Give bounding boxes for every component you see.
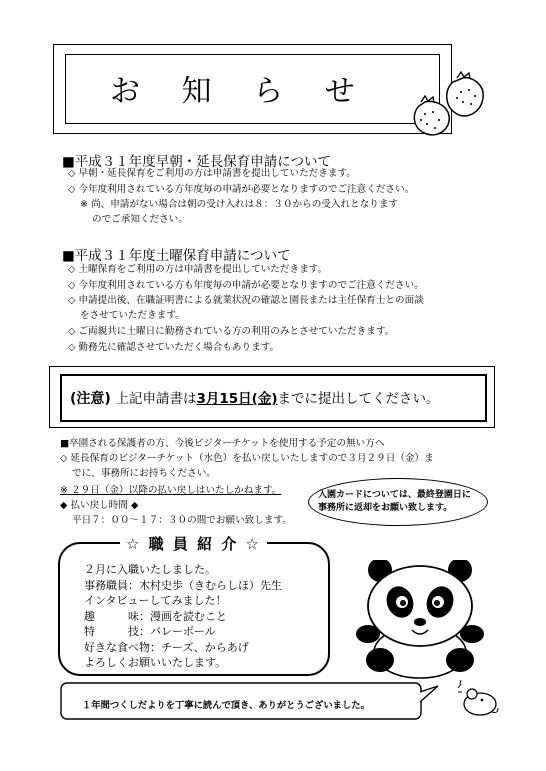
staff-intro-title: ☆ 職 員 紹 介 ☆ [120, 533, 267, 554]
deadline-notice [70, 387, 440, 408]
staff-line: インタビューしてみました！ [84, 594, 227, 607]
staff-line: 趣 味：漫画を読むこと [84, 609, 227, 623]
ticket-line: ◇ 延長保育のビジターチケット（水色）を払い戻しいたしますので３月２９日（金）ま [60, 453, 434, 464]
notice-label: (注意) [70, 391, 111, 407]
section2-heading: ■平成３１年度土曜保育申請について [62, 248, 291, 264]
section1-line: ◇ 今年度利用されている方年度毎の申請が必要となりますのでご注意ください。 [68, 184, 415, 195]
staff-line: よろしくお願いいたします。 [84, 656, 227, 669]
section1-heading: ■平成３１年度早朝・延長保育申請について [62, 154, 331, 170]
card-note-line: 事務所に返却をお願い致します。 [318, 503, 453, 513]
section2-line: ◇ 今年度利用されている方も年度毎の申請が必要となりますのでご注意ください。 [68, 280, 424, 291]
staff-line: ２月に入職いたしました。 [84, 563, 216, 576]
notice-text-after: までに提出してください。 [277, 391, 440, 407]
section2-line: をさせていただきます。 [80, 310, 185, 321]
ticket-line: 平日７：００～１７：３０の間でお願い致します。 [72, 515, 292, 526]
staff-line: 事務職員：木村史歩（きむらしほ）先生 [84, 578, 282, 592]
section2-line: ◇ 勤務先に確認させていただく場合もあります。 [68, 342, 280, 353]
staff-line: 特 技：バレーボール [84, 625, 216, 638]
ticket-line: ◆ 払い戻し時間 ◆ [60, 500, 139, 511]
section2-line: ◇ 申請提出後、在職証明書による就業状況の確認と園長または主任保育士との面談 [68, 295, 424, 306]
notice-text-before: 上記申請書は [115, 391, 197, 407]
closing-message: １年間つくしだよりを丁寧に読んで頂き、ありがとうございました。 [82, 700, 370, 711]
card-note-line: 入園カードについては、最終登園日に [318, 490, 471, 500]
ticket-line: ※ ２９日（金）以降の払い戻しはいたしかねます。 [60, 485, 282, 496]
section1-line: ◇ 早朝・延長保育をご利用の方は申請書を提出していただきます。 [68, 168, 356, 179]
staff-line: 好きな食べ物：チーズ、からあげ [84, 640, 249, 654]
mouse-icon [452, 678, 500, 718]
section2-line: ◇ 土曜保育をご利用の方は申請書を提出していただきます。 [68, 264, 328, 275]
ticket-line: でに、事務所にお持ちください。 [72, 468, 216, 479]
section1-line: ※ 尚、申請がない場合は朝の受け入れは８：３０からの受入れとなります [80, 199, 399, 210]
section2-line: ◇ ご両親共に土曜日に勤務されている方の利用のみとさせていただきます。 [68, 326, 395, 337]
panda-icon [340, 560, 500, 680]
strawberry-icon [405, 68, 487, 140]
page-title: お 知 ら せ [110, 74, 371, 109]
card-note [318, 489, 471, 515]
staff-intro-body [84, 562, 282, 671]
notice-date: 3月15日(金) [196, 391, 278, 407]
ticket-heading: ■卒園される保護者の方、今後ビジターチケットを使用する予定の無い方へ [60, 438, 385, 449]
section1-line: のでご承知ください。 [92, 214, 188, 225]
